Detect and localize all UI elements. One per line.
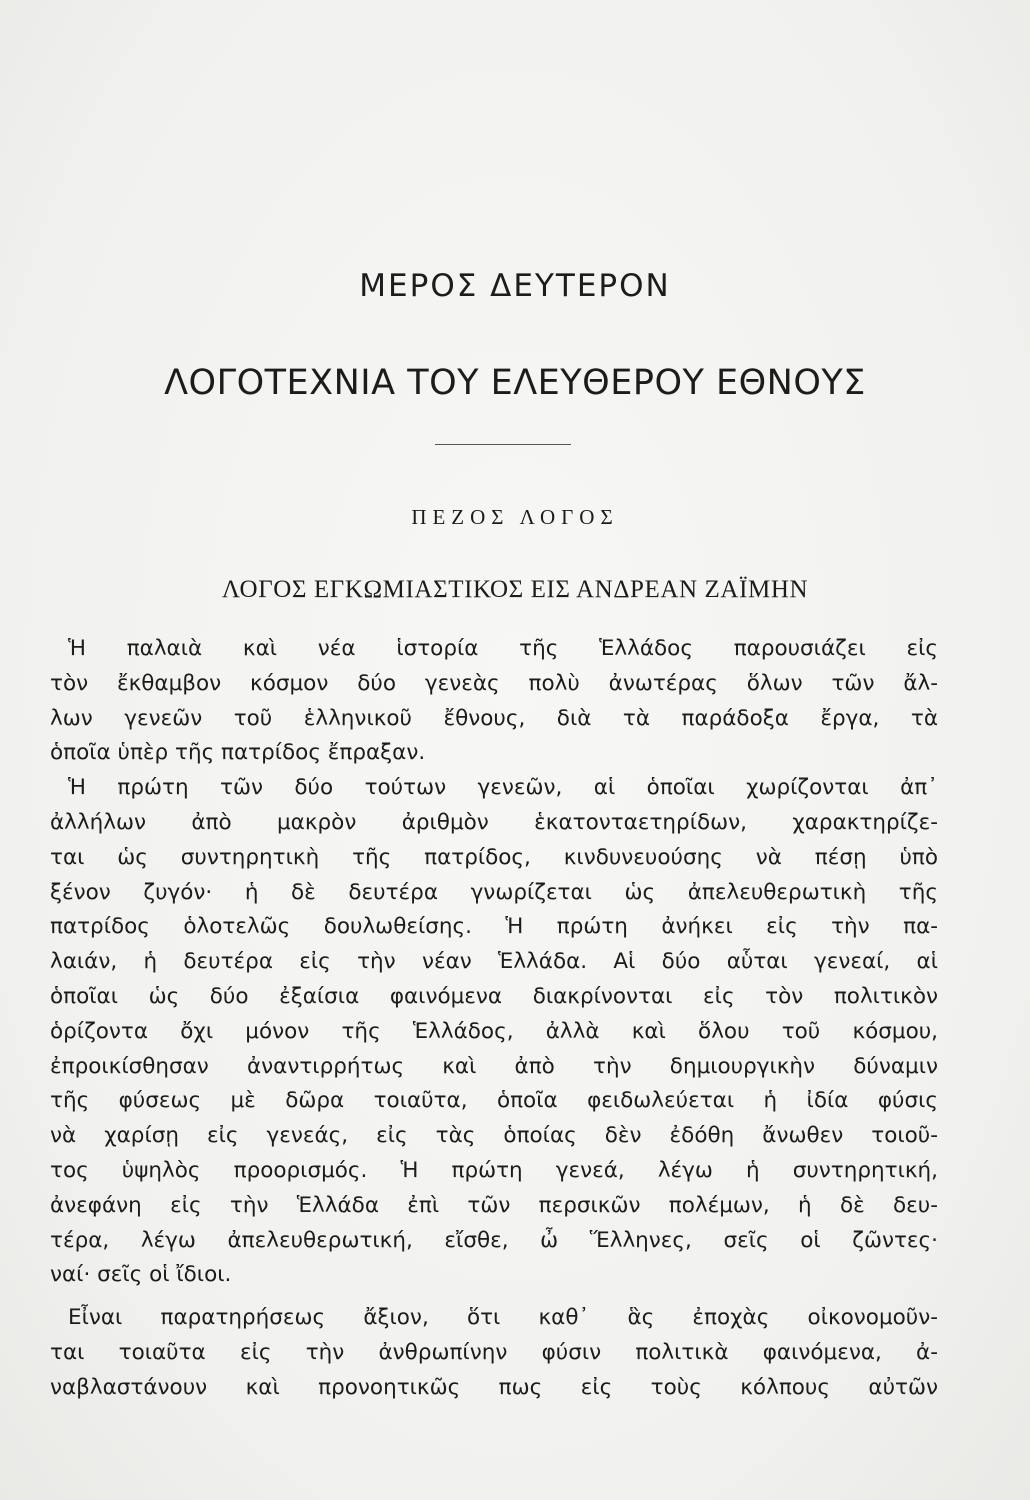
title-divider: [435, 444, 571, 445]
text-line: πατρίδος ὁλοτελῶς δουλωθείσης. Ἡ πρώτη ἀνήκει εἰς τὴν πα-: [50, 914, 938, 940]
text-line: ὁποῖαι ὡς δύο ἐξαίσια φαινόμενα διακρίνονται εἰς τὸν πολιτικὸν: [50, 983, 938, 1009]
text-line: Ἡ παλαιὰ καὶ νέα ἱστορία τῆς Ἑλλάδος παρουσιάζει εἰς: [68, 636, 938, 661]
text-line: ἀλλήλων ἀπὸ μακρὸν ἀριθμὸν ἑκατονταετηρίδων, χαρακτηρίζε-: [50, 809, 938, 835]
text-line: ται τοιαῦτα εἰς τὴν ἀνθρωπίνην φύσιν πολιτικὰ φαινόμενα, ἀ-: [50, 1339, 938, 1365]
text-line: Ἡ πρώτη τῶν δύο τούτων γενεῶν, αἱ ὁποῖαι χωρίζονται ἀπ᾽: [68, 775, 938, 801]
text-line: ται ὡς συντηρητικὴ τῆς πατρίδος, κινδυνευούσης νὰ πέσῃ ὑπὸ: [50, 844, 938, 870]
text-line: τέρα, λέγω ἀπελευθερωτική, εἴσθε, ὦ Ἕλληνες, σεῖς οἱ ζῶντες·: [50, 1227, 938, 1253]
text-line: νὰ χαρίσῃ εἰς γενεάς, εἰς τὰς ὁποίας δὲν ἐδόθη ἄνωθεν τοιοῦ-: [50, 1123, 938, 1149]
text-line: Εἶναι παρατηρήσεως ἄξιον, ὅτι καθ᾽ ἃς ἐποχὰς οἰκονομοῦν-: [68, 1305, 938, 1331]
text-line: ὁποῖα ὑπὲρ τῆς πατρίδος ἔπραξαν.: [50, 740, 426, 766]
section-title: ΠΕΖΟΣ ΛΟΓΟΣ: [411, 505, 619, 529]
text-line: ξένον ζυγόν· ἡ δὲ δευτέρα γνωρίζεται ὡς ἀπελευθερωτικὴ τῆς: [50, 879, 938, 905]
text-line: τῆς φύσεως μὲ δῶρα τοιαῦτα, ὁποῖα φειδωλεύεται ἡ ἰδία φύσις: [50, 1088, 938, 1114]
text-line: ναβλαστάνουν καὶ προνοητικῶς πως εἰς τοὺς κόλπους αὐτῶν: [50, 1374, 938, 1400]
book-title: ΛΟΓΟΤΕΧΝΙΑ ΤΟΥ ΕΛΕΥΘΕΡΟΥ ΕΘΝΟΥΣ: [164, 363, 866, 403]
text-line: ἐπροικίσθησαν ἀναντιρρήτως καὶ ἀπὸ τὴν δημιουργικὴν δύναμιν: [50, 1053, 938, 1079]
part-title: ΜΕΡΟΣ ΔΕΥΤΕΡΟΝ: [359, 268, 671, 304]
text-line: ἀνεφάνη εἰς τὴν Ἑλλάδα ἐπὶ τῶν περσικῶν πολέμων, ἡ δὲ δευ-: [50, 1192, 938, 1218]
text-line: λων γενεῶν τοῦ ἑλληνικοῦ ἔθνους, διὰ τὰ παράδοξα ἔργα, τὰ: [50, 705, 938, 731]
body-text: [50, 632, 938, 1406]
paragraph-gap: [50, 1293, 938, 1301]
text-line: λαιάν, ἡ δευτέρα εἰς τὴν νέαν Ἑλλάδα. Αἱ δύο αὗται γενεαί, αἱ: [50, 949, 938, 975]
text-line: τος ὑψηλὸς προορισμός. Ἡ πρώτη γενεά, λέγω ἡ συντηρητική,: [50, 1157, 938, 1183]
text-line: τὸν ἔκθαμβον κόσμον δύο γενεὰς πολὺ ἀνωτέρας ὅλων τῶν ἄλ-: [50, 670, 938, 696]
text-line: ναί· σεῖς οἱ ἴδιοι.: [50, 1262, 232, 1288]
text-line: ὁρίζοντα ὄχι μόνον τῆς Ἑλλάδος, ἀλλὰ καὶ ὅλου τοῦ κόσμου,: [50, 1018, 938, 1044]
speech-title: ΛΟΓΟΣ ΕΓΚΩΜΙΑΣΤΙΚΟΣ ΕΙΣ ΑΝΔΡΕΑΝ ΖΑΪΜΗΝ: [221, 576, 809, 603]
